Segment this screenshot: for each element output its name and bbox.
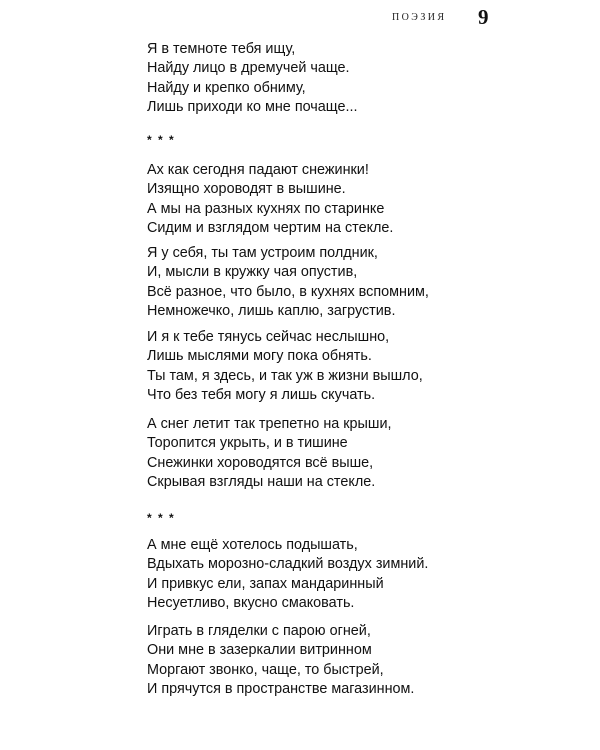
poem-line: Что без тебя могу я лишь скучать.	[147, 387, 376, 404]
poem-line: Лишь мыслями могу пока обнять.	[147, 348, 372, 365]
poem-2-stanza-4	[147, 415, 477, 493]
poem-line: Играть в гляделки с парою огней,	[147, 623, 371, 639]
poem-line: И привкус ели, запах мандаринный	[147, 575, 384, 592]
poem-line: А мне ещё хотелось подышать,	[147, 537, 358, 553]
poem-line: Я в темноте тебя ищу,	[147, 41, 296, 57]
poem-line: Найду лицо в дремучей чаще.	[147, 60, 350, 77]
poem-line: Лишь приходи ко мне почаще...	[147, 99, 358, 116]
poem-line: Они мне в зазеркалии витринном	[147, 642, 372, 659]
poem-line: Сидим и взглядом чертим на стекле.	[147, 220, 394, 237]
page-number: 9	[478, 5, 489, 29]
poem-line: Ты там, я здесь, и так уж в жизни вышло,	[147, 367, 423, 384]
poem-line: И прячутся в пространстве магазинном.	[147, 681, 415, 698]
section-separator: * * *	[147, 511, 176, 525]
poem-line: Ах как сегодня падают снежинки!	[147, 162, 369, 178]
poem-line: А снег летит так трепетно на крыши,	[147, 416, 392, 432]
poem-2-stanza-1	[147, 161, 477, 239]
poem-2-stanza-2	[147, 244, 477, 322]
poem-line: Вдыхать морозно-сладкий воздух зимний.	[147, 556, 429, 573]
poem-line: Снежинки хороводятся всё выше,	[147, 454, 374, 471]
poem-1-stanza-1	[147, 40, 477, 118]
poem-line: Изящно хороводят в вышине.	[147, 181, 346, 198]
poem-line: А мы на разных кухнях по старинке	[147, 200, 385, 217]
poem-line: И, мысли в кружку чая опустив,	[147, 264, 358, 281]
poem-2-stanza-3	[147, 328, 477, 406]
running-head: ПОЭЗИЯ	[392, 12, 447, 23]
poem-line: Несуетливо, вкусно смаковать.	[147, 595, 355, 612]
poem-3-stanza-1	[147, 536, 477, 614]
poem-line: Моргают звонко, чаще, то быстрей,	[147, 661, 384, 678]
section-separator: * * *	[147, 133, 176, 147]
poem-line: Найду и крепко обниму,	[147, 79, 306, 96]
poem-line: И я к тебе тянусь сейчас неслышно,	[147, 329, 390, 345]
poem-line: Немножечко, лишь каплю, загрустив.	[147, 303, 396, 320]
poem-line: Скрывая взгляды наши на стекле.	[147, 474, 376, 491]
poem-line: Торопится укрыть, и в тишине	[147, 435, 348, 452]
poem-3-stanza-2	[147, 622, 477, 700]
poem-line: Я у себя, ты там устроим полдник,	[147, 245, 378, 261]
poem-line: Всё разное, что было, в кухнях вспомним,	[147, 283, 429, 300]
